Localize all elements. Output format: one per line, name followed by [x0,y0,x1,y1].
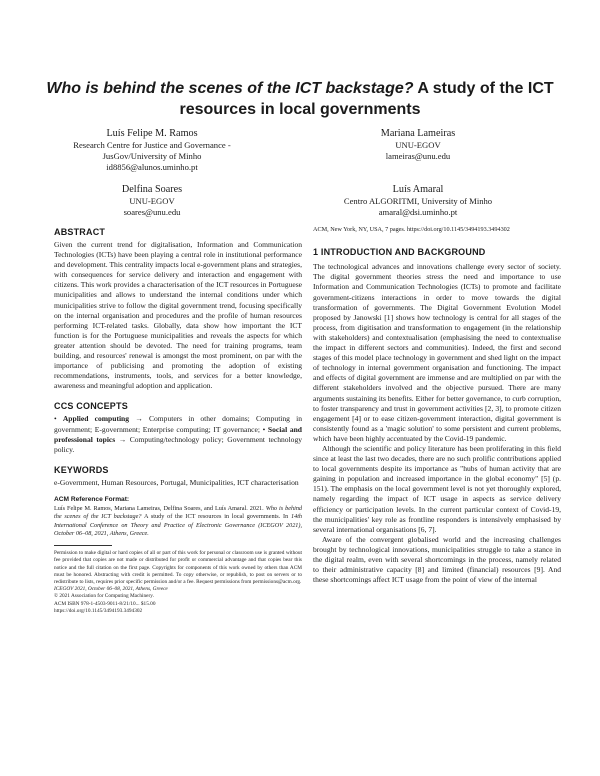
ccs-item-bold: Social and professional topics [54,424,302,444]
author-name: Luís Felipe M. Ramos [106,128,198,139]
intro-paragraph-3: Aware of the convergent globalised world and the increasing challenges brought by technological innovations, municipalities struggle to take a stance in the digital realm, even with several shortcomings in the process, namely related to their administrative capacity [8] and limited (financial) resources [9]. And these shortcomings affect ICT usage from the point of view of the internal [313,534,561,585]
permission-notice: Permission to make digital or hard copies of all or part of this work for personal or classroom use is granted without fee provided that copies are not made or distributed for profit or commercial advantage and that copies bear this notice and the full citation on the first page. Copyrights for components of this work owned by others than ACM must be honored. Abstracting with credit is permitted. To copy otherwise, or republish, to post on servers or to redistribute to lists, requires prior specific permission and/or a fee. Request permissions from permissions@acm.org. [54,550,302,585]
title-rest: A study of the ICT resources in local governments [179,80,554,118]
author-block-1 [52,127,252,173]
intro-paragraph-2: Although the scientific and policy literature has been proliferating in this field since at least the last two decades, there are no such prolific contributions applied to local governments despite its importance as "hubs of human activity that are gaining in population and increased importance in the global economy" [5] (p. 151). The emphasis on the local government level is not yet thoroughly explored, namely regarding the impact of ICT usage in aspects as service delivery efficiency or participation levels. In the current particular context of Covid-19, the municipalities' key role as frontline responders is intensively emphasised by several international organisations [6, 7]. [313,443,561,534]
author-name: Mariana Lameiras [380,128,456,139]
author-affiliation: Centro ALGORITMI, University of Minho [343,196,493,206]
isbn-line: ACM ISBN 978-1-4503-9011-8/21/10... $15.00 [54,600,156,607]
acm-ref-text [54,505,302,538]
acm-ref-continued: ACM, New York, NY, USA, 7 pages. https://doi.org/10.1145/3494193.3494302 [313,226,510,233]
ccs-concepts: • Applied computing → Computers in other domains; Computing in government; E-government; Enterprise computing; IT governance; • Social and professional topics → Computing/technology policy; Government technology policy. [54,414,303,454]
footnote-rule [54,545,112,546]
ccs-heading: CCS CONCEPTS [54,401,128,412]
author-block-4 [318,183,518,218]
intro-heading: 1 INTRODUCTION AND BACKGROUND [313,247,486,258]
author-affiliation: UNU-EGOV [129,196,175,206]
author-email: soares@unu.edu [123,207,181,217]
acm-ref-part: Luís Felipe M. Ramos, Mariana Lameiras, Delfina Soares, and Luís Amaral. 2021. [54,504,266,512]
right-column [313,226,561,585]
author-email: id8856@alunos.uminho.pt [106,162,198,172]
acm-ref-heading: ACM Reference Format: [54,495,130,503]
doi-line: https://doi.org/10.1145/3494193.3494302 [54,607,143,614]
author-name: Luís Amaral [392,184,444,195]
keywords-heading: KEYWORDS [54,464,109,475]
left-column [54,226,302,615]
author-name: Delfina Soares [121,184,183,195]
author-affiliation: Research Centre for Justice and Governance - [73,140,231,150]
conference-line: ICEGOV 2021, October 06–08, 2021, Athens, Greece [54,586,168,593]
copyright-line: © 2021 Association for Computing Machinery. [54,593,154,600]
acm-ref-title: Who is behind the scenes of the ICT backstage? [54,504,303,521]
ccs-item-text: → Computing/technology policy; Government technology policy. [54,434,302,454]
author-affiliation: UNU-EGOV [395,140,441,150]
acm-ref-venue: 14th International Conference on Theory and Practice of Electronic Governance (ICEGOV 2021), October 06–08, 2021, Athens, Greece. [54,513,303,537]
ccs-item-bold: Applied computing [62,414,130,424]
abstract-heading: ABSTRACT [54,227,106,237]
ccs-item-text: → Computers in other domains; Computing in government; E-government; Enterprise computing; IT governance; [54,414,303,434]
intro-paragraph-1: The technological advances and innovations challenge every sector of society. The digital government theories stress the need and importance to use Information and Communication Technologies (ICTs) to promote and facilitate government-citizens interactions in order to move towards the digital transformation of governments. The Digital Government Evolution Model proposed by Janowski [1] shows how technology is central for all stages of the process, from digitisation and transformation to engagement (in the relationship with stakeholders) and contextualisation (emphasising the need to contextualise the impact in different sectors and communities). Indeed, the first and second stages of this model place technology in government and shed light on the impact of technology in internal government organisation and functioning. The impact and effects of digital government are immense and are multiplied on par with the different stakeholders involved and the objective pursued. There are many arguments sustaining its benefits. Either for better governance, to curb corruption, to foster transparency and trust in government activities [2, 3], to promote citizen engagement [4] or to ease citizen-government interaction, digital government is consistently found as a 'magic solution' to some persistent and current problems, which have been highly accentuated by the Covid-19 pandemic. [313,262,561,443]
author-email: lameiras@unu.edu [385,151,451,161]
paper-title [40,78,560,120]
author-affiliation: JusGov/University of Minho [102,151,202,161]
keywords-text: e-Government, Human Resources, Portugal, Municipalities, ICT characterisation [54,477,299,487]
abstract-text: Given the current trend for digitalisation, Information and Communication Technologies (ICTs) have been playing a central role in institutional performance and development. This centrality impacts local e-government plans and strategies, with consequences for service delivery and interaction and engagement with citizens. This work provides a characterisation of the ICT resources in Portuguese municipalities and allows to understand the internal conditions under which municipalities strive to follow the digital government trend, focusing specifically on the internal organisation and procedures and the profile of human resources performing ICT-related tasks. Globally, data show how important the ICT function is for the Portuguese municipalities and reveals the aspects for which greater attention should be devoted. The need for training programs, team building, and resources' renewal is amongst the most prominent, on par with the importance of publicising and promoting the adoption of existing recommendations, instruments, tools, and services for a better knowledge, awareness and meaningful adoption and application. [54,240,302,391]
title-italic: Who is behind the scenes of the ICT backstage? [46,80,414,97]
author-email: amaral@dsi.uminho.pt [378,207,458,217]
author-block-3 [52,183,252,218]
author-block-2 [318,127,518,162]
acm-ref-part: A study of the ICT resources in local governments. In [141,513,291,521]
